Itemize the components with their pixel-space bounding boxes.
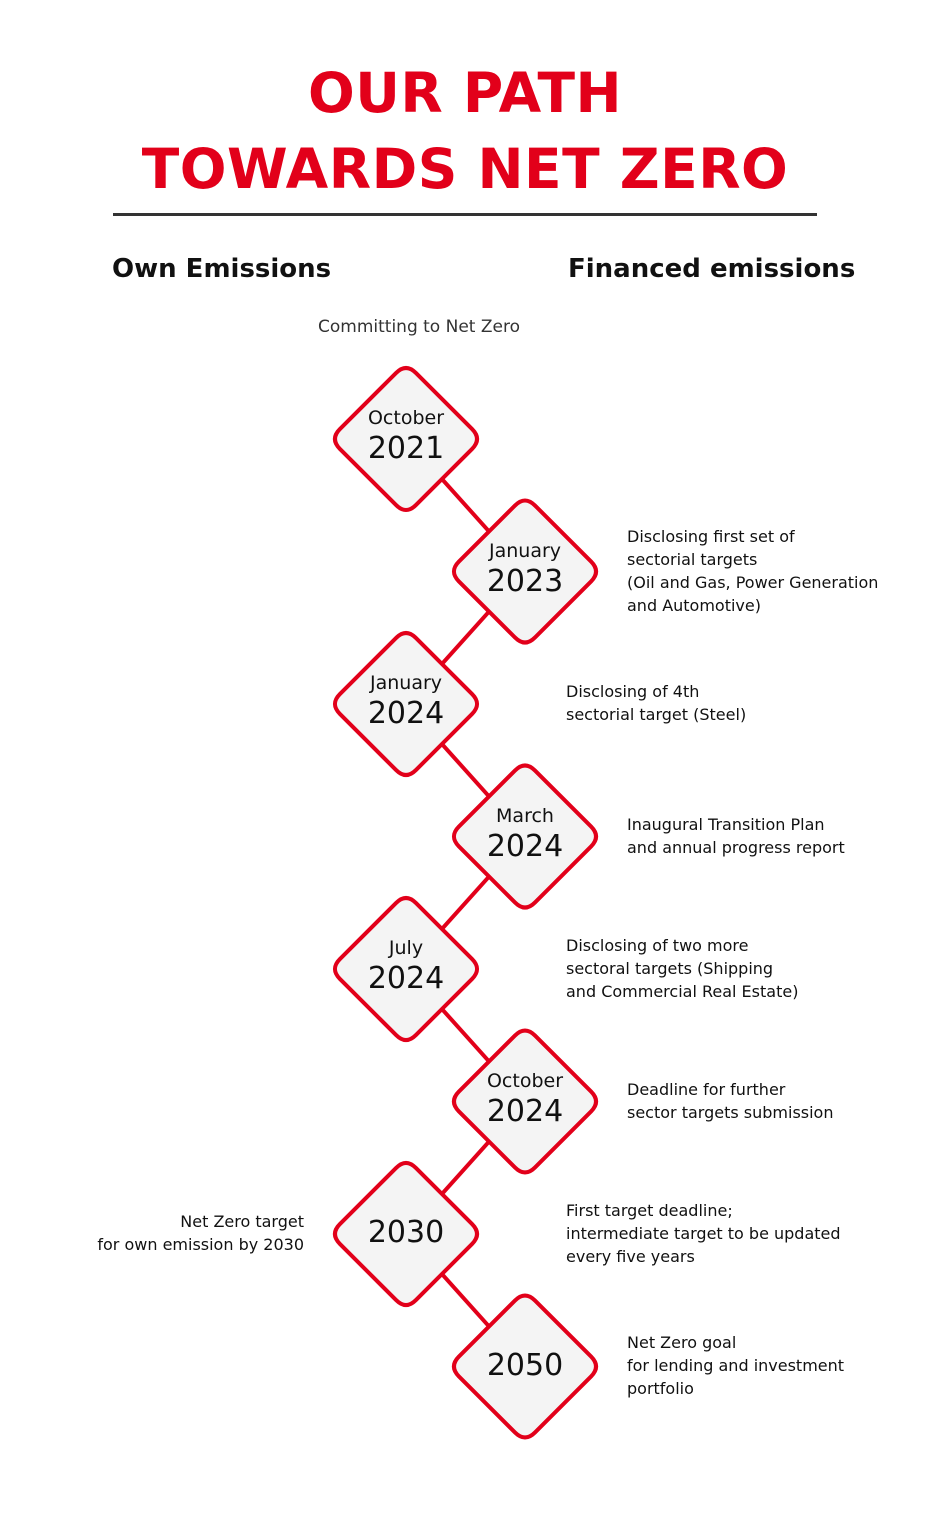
milestone-description-line: Disclosing of two more [566, 935, 749, 955]
milestone-year: 2050 [486, 1347, 564, 1383]
milestone-description [627, 1078, 833, 1124]
financed-emissions-heading: Financed emissions [568, 254, 856, 284]
milestone-month: October [486, 1069, 564, 1092]
milestone-description-line: (Oil and Gas, Power Generation [627, 572, 879, 592]
milestone-description-line: First target deadline; [566, 1200, 733, 1220]
page-title-line-1: OUR PATH [307, 61, 623, 125]
milestone-month: July [388, 937, 424, 959]
milestone-description [566, 1199, 841, 1268]
milestone-description-line: intermediate target to be updated [566, 1223, 841, 1243]
milestone-description-line: portfolio [627, 1379, 694, 1398]
milestone-description-line: Deadline for further [627, 1079, 786, 1099]
milestone-year: 2024 [486, 1093, 564, 1129]
milestone-year: 2030 [367, 1215, 445, 1250]
milestone-description-line: and Commercial Real Estate) [566, 981, 799, 1001]
own-emission-description-line: Net Zero target [180, 1212, 304, 1231]
milestone-month: January [488, 539, 562, 562]
milestone-month: October [367, 407, 445, 429]
milestone-month: January [369, 672, 443, 694]
milestone-description [627, 525, 878, 617]
milestone-description-line: Disclosing of 4th [566, 682, 700, 701]
milestone-description-line: every five years [566, 1246, 695, 1266]
milestone-description [627, 813, 845, 859]
page-title-line-2: TOWARDS NET ZERO [141, 137, 789, 201]
intro-text: Committing to Net Zero [318, 317, 520, 337]
milestone-description [566, 934, 798, 1003]
milestone-description-line: sector targets submission [627, 1102, 834, 1122]
milestone-year: 2024 [367, 696, 445, 731]
milestone-year: 2024 [486, 828, 564, 864]
milestone-month: March [496, 804, 554, 827]
milestone-description-line: and annual progress report [627, 837, 845, 857]
milestone-description-line: sectorial targets [627, 549, 758, 569]
milestone-year: 2023 [486, 563, 564, 599]
own-emission-description [97, 1210, 304, 1256]
milestone-description [627, 1331, 844, 1400]
milestone-description-line: sectoral targets (Shipping [566, 958, 774, 978]
milestone-year: 2024 [367, 961, 445, 996]
milestone-description-line: Disclosing first set of [627, 526, 795, 546]
milestone-description-line: Net Zero goal [627, 1333, 737, 1352]
own-emission-description-line: for own emission by 2030 [97, 1235, 304, 1254]
milestone-description-line: for lending and investment [627, 1356, 845, 1375]
milestone-year: 2021 [367, 431, 445, 466]
own-emissions-heading: Own Emissions [112, 254, 332, 284]
milestone-description-line: and Automotive) [627, 595, 761, 615]
milestone-description [566, 680, 746, 726]
milestone-description-line: sectorial target (Steel) [566, 705, 747, 724]
milestone-description-line: Inaugural Transition Plan [627, 814, 825, 834]
